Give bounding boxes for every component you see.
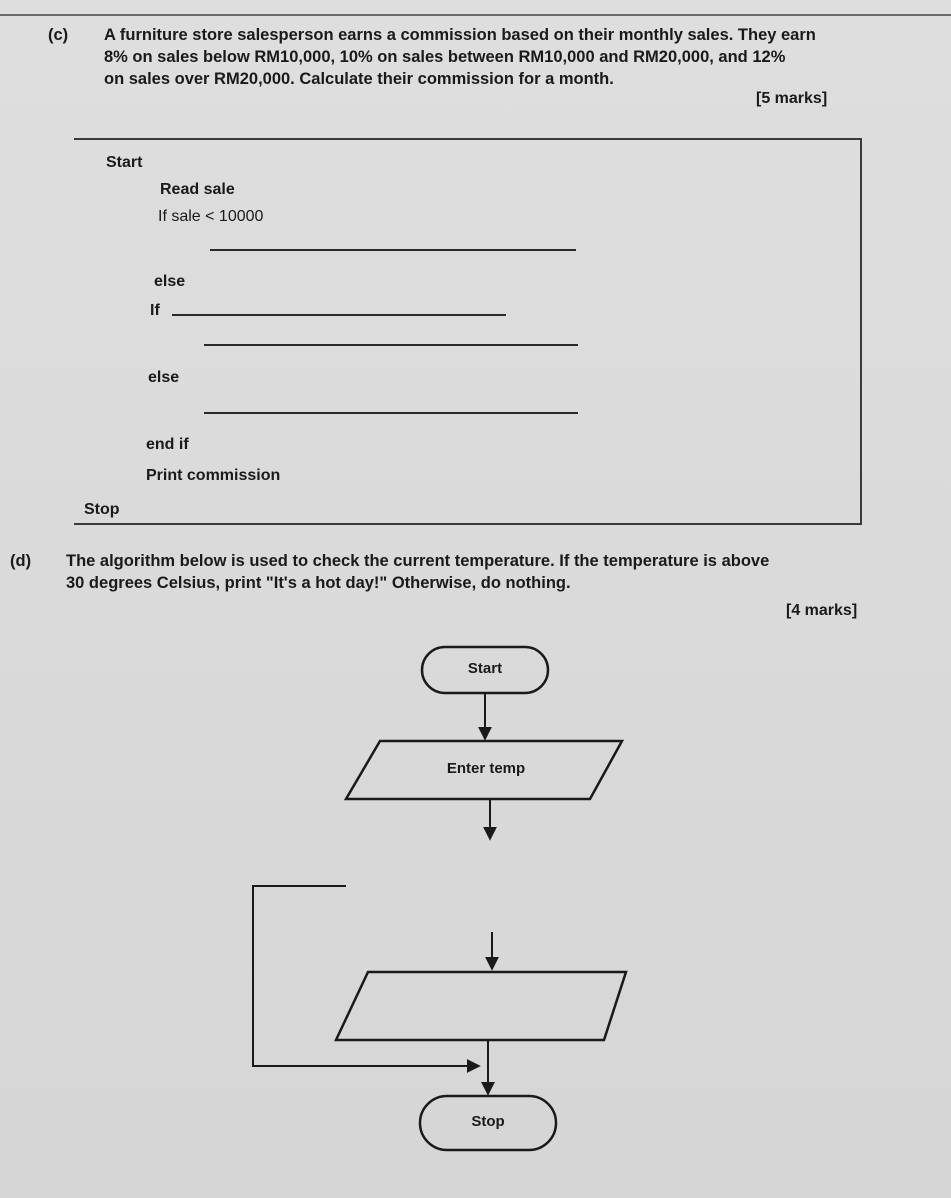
part-c-label: (c) [48, 26, 69, 44]
part-c-line-3: on sales over RM20,000. Calculate their commission for a month. [104, 70, 614, 88]
part-c-marks: [5 marks] [756, 90, 828, 107]
pseudo-start: Start [106, 154, 143, 171]
part-d-line-1: The algorithm below is used to check the current temperature. If the temperature is above [66, 552, 770, 570]
part-c-line-1: A furniture store salesperson earns a commission based on their monthly sales. They earn [104, 26, 816, 44]
part-c-line-2: 8% on sales below RM10,000, 10% on sales between RM10,000 and RM20,000, and 12% [104, 48, 786, 66]
output-parallelogram [336, 972, 626, 1040]
pseudo-stop: Stop [84, 501, 120, 518]
pseudo-if-first: If sale < 10000 [158, 208, 264, 225]
input-label: Enter temp [446, 760, 526, 777]
pseudo-read: Read sale [160, 181, 235, 198]
pseudo-if-second: If [150, 302, 160, 319]
pseudo-else-first: else [154, 273, 186, 290]
pseudo-else-second: else [148, 369, 180, 386]
pseudo-print: Print commission [146, 467, 281, 484]
stop-label: Stop [471, 1113, 505, 1130]
start-label: Start [467, 660, 503, 677]
pseudo-end-if: end if [146, 436, 189, 453]
part-d-label: (d) [10, 552, 32, 570]
part-d-line-2: 30 degrees Celsius, print "It's a hot day!" Otherwise, do nothing. [66, 574, 571, 592]
part-d-marks: [4 marks] [786, 602, 858, 619]
